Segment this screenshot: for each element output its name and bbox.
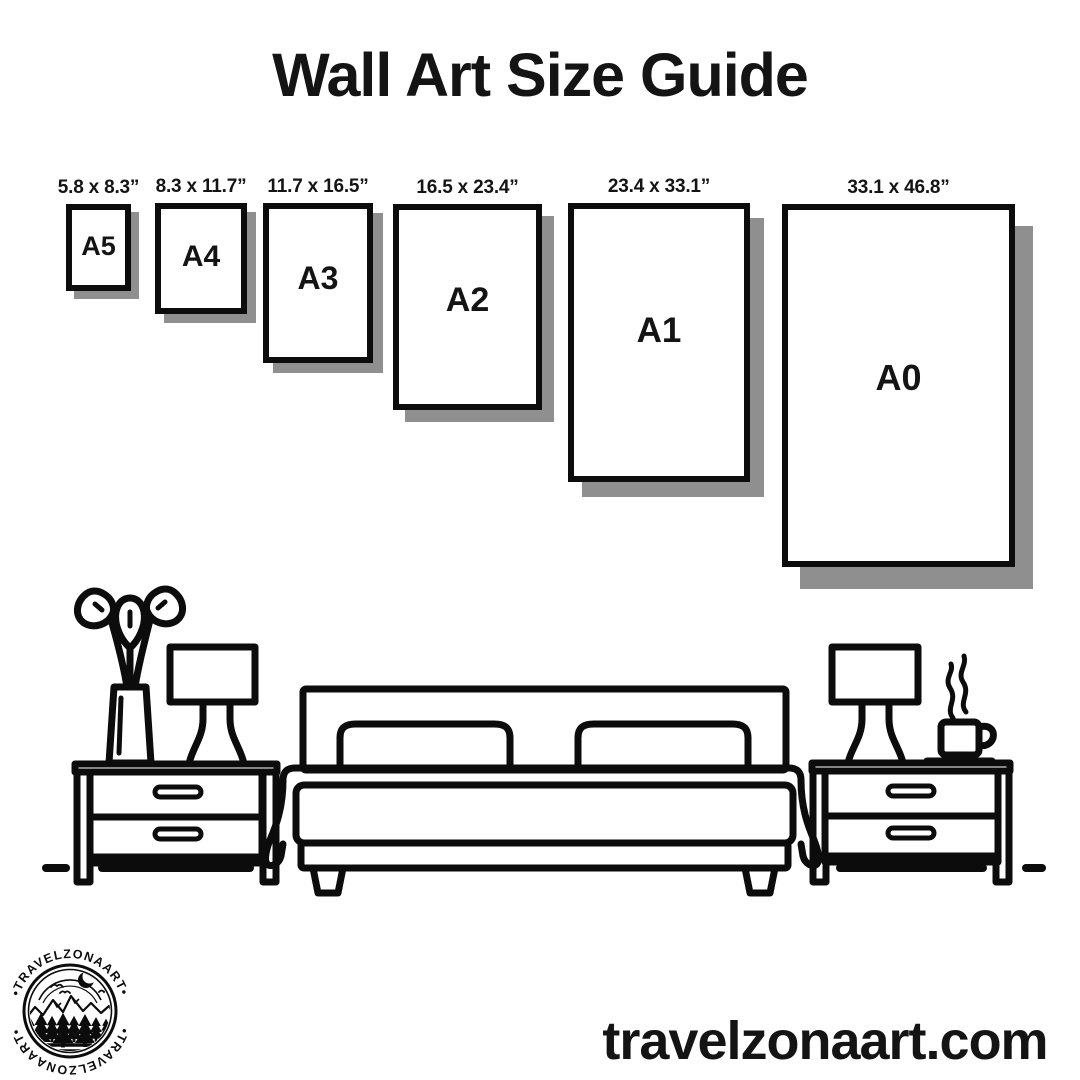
- size-dimensions-a5: 5.8 x 8.3”: [57, 177, 140, 198]
- page-title: Wall Art Size Guide: [272, 41, 808, 109]
- size-code-a4: A4: [181, 239, 221, 273]
- size-code-a5: A5: [81, 231, 116, 261]
- bedroom-illustration: [0, 578, 1080, 908]
- size-frame-a0: [782, 177, 1015, 567]
- lamp-base: [189, 702, 203, 764]
- table-lamp-left: [170, 647, 255, 764]
- birds-icon: [51, 985, 109, 993]
- lamp-base: [889, 702, 903, 763]
- coffee-cup: [927, 656, 993, 761]
- lamp-base: [230, 702, 244, 764]
- steam: [961, 656, 966, 712]
- nightstand-left: [75, 764, 277, 882]
- size-dimensions-a4: 8.3 x 11.7”: [155, 176, 247, 197]
- website-url: travelzonaart.com: [602, 1011, 1048, 1071]
- size-code-a0: A0: [875, 356, 922, 398]
- table-lamp-right: [832, 647, 918, 763]
- lamp-shade: [832, 647, 918, 702]
- vase: [109, 687, 151, 763]
- cup: [941, 722, 979, 755]
- nightstand-right: [812, 763, 1010, 882]
- bed-leg: [745, 868, 775, 893]
- size-dimensions-a1: 23.4 x 33.1”: [607, 176, 711, 197]
- duvet-front: [296, 785, 793, 843]
- bed: [266, 689, 819, 893]
- size-frame-a1: [568, 176, 750, 482]
- size-code-a3: A3: [297, 259, 339, 296]
- bed-leg: [313, 868, 343, 893]
- sky-arc: [43, 986, 97, 1003]
- leaf: [146, 589, 182, 624]
- lamp-shade: [170, 647, 255, 702]
- size-frame-a5: [57, 177, 140, 291]
- badge-arc-text-bottom: •TRAVELZONAART•: [8, 1026, 132, 1078]
- size-code-a1: A1: [636, 310, 682, 350]
- mountains-icon: [21, 996, 119, 1025]
- size-dimensions-a2: 16.5 x 23.4”: [416, 177, 519, 198]
- size-frame-a2: [393, 177, 542, 410]
- pillow: [340, 724, 510, 770]
- size-frame-a3: [263, 176, 373, 363]
- leaf: [77, 591, 113, 626]
- size-frame-a4: [155, 176, 247, 314]
- brand-logo-badge: [5, 945, 135, 1078]
- badge-arc-text-top: •TRAVELZONAART•: [8, 946, 132, 998]
- size-code-a2: A2: [445, 280, 490, 319]
- steam: [948, 664, 953, 718]
- size-dimensions-a3: 11.7 x 16.5”: [267, 176, 369, 197]
- pillow: [578, 724, 748, 770]
- bed-base: [301, 843, 788, 868]
- size-dimensions-a0: 33.1 x 46.8”: [847, 177, 950, 198]
- lamp-base: [848, 702, 862, 763]
- duvet: [283, 768, 801, 780]
